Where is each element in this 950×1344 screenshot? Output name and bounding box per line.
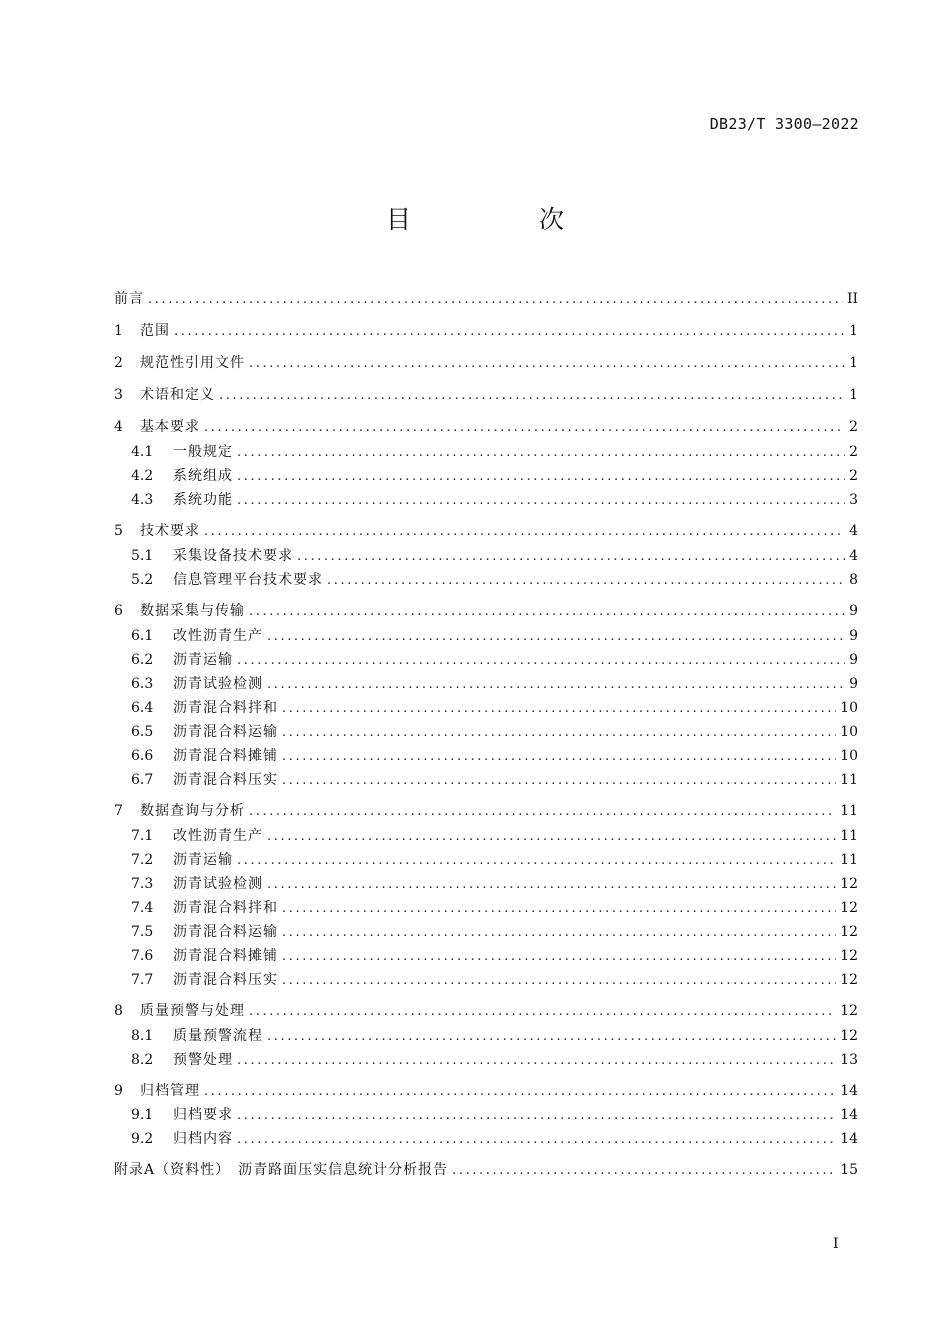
toc-entry[interactable] <box>131 897 858 919</box>
toc-entry-page: 12 <box>840 876 858 892</box>
toc-entry-label: 归档内容 <box>173 1131 233 1147</box>
toc-entry-label: 预警处理 <box>173 1052 233 1068</box>
toc-entry-number: 1 <box>114 323 123 339</box>
toc-entry-label: 归档要求 <box>173 1107 233 1123</box>
toc-entry-number: 7.3 <box>131 876 154 892</box>
toc-entry-page: 10 <box>840 748 858 764</box>
toc-entry-page: 12 <box>840 1028 858 1044</box>
toc-entry-page: 1 <box>849 323 858 339</box>
toc-entry-number: 6 <box>114 603 123 619</box>
toc-leader-dots <box>282 922 836 944</box>
toc-entry[interactable] <box>131 489 858 511</box>
toc-entry-number: 9.1 <box>131 1107 154 1123</box>
toc-entry-number: 3 <box>114 387 123 403</box>
toc-leader-dots <box>282 970 836 992</box>
toc-entry-number: 9 <box>114 1083 123 1099</box>
toc-entry[interactable] <box>131 673 858 695</box>
toc-entry-number: 6.4 <box>131 700 154 716</box>
toc-entry-page: 2 <box>849 468 858 484</box>
toc-entry[interactable] <box>131 441 858 463</box>
toc-entry-number: 4.1 <box>131 444 154 460</box>
toc-entry-page: 2 <box>849 419 858 435</box>
toc-entry-page: 13 <box>840 1052 858 1068</box>
toc-entry-number: 7.7 <box>131 972 154 988</box>
toc-leader-dots <box>237 650 845 672</box>
toc-entry-label: 附录A（资料性） 沥青路面压实信息统计分析报告 <box>114 1162 449 1178</box>
toc-leader-dots <box>282 946 836 968</box>
toc-leader-dots <box>267 1026 836 1048</box>
toc-leader-dots <box>237 442 845 464</box>
toc-leader-dots <box>237 1129 836 1151</box>
toc-entry-page: 4 <box>849 548 858 564</box>
toc-leader-dots <box>204 417 845 439</box>
toc-entry-label: 沥青混合料运输 <box>173 724 278 740</box>
toc-entry-page: 1 <box>849 387 858 403</box>
toc-entry[interactable] <box>131 769 858 791</box>
toc-entry-label: 归档管理 <box>140 1083 200 1099</box>
toc-entry-label: 沥青混合料摊铺 <box>173 748 278 764</box>
toc-entry-page: 9 <box>849 603 858 619</box>
toc-entry[interactable] <box>131 1049 858 1071</box>
toc-entry-page: 12 <box>840 948 858 964</box>
toc-entry-label: 技术要求 <box>140 523 200 539</box>
document-code: DB23/T 3300—2022 <box>709 115 859 133</box>
toc-leader-dots <box>237 466 845 488</box>
toc-entry[interactable] <box>131 969 858 991</box>
toc-entry-label: 数据查询与分析 <box>140 803 245 819</box>
toc-entry[interactable] <box>114 384 858 406</box>
toc-leader-dots <box>174 321 845 343</box>
toc-leader-dots <box>249 801 836 823</box>
toc-entry-number: 7.2 <box>131 852 154 868</box>
toc-entry-page: 14 <box>840 1083 858 1099</box>
toc-entry[interactable] <box>131 465 858 487</box>
toc-entry-number: 7 <box>114 803 123 819</box>
toc-entry[interactable] <box>131 569 858 591</box>
toc-entry[interactable] <box>131 921 858 943</box>
toc-entry-label: 改性沥青生产 <box>173 828 263 844</box>
toc-leader-dots <box>282 770 836 792</box>
toc-entry-number: 7.1 <box>131 828 154 844</box>
toc-entry-number: 4.2 <box>131 468 154 484</box>
toc-entry-number: 6.3 <box>131 676 154 692</box>
toc-entry[interactable] <box>131 1104 858 1126</box>
toc-leader-dots <box>237 850 836 872</box>
toc-leader-dots <box>148 289 843 311</box>
toc-entry-label: 质量预警与处理 <box>140 1003 245 1019</box>
toc-leader-dots <box>204 521 845 543</box>
toc-leader-dots <box>282 746 836 768</box>
toc-entry-page: II <box>846 291 858 307</box>
toc-entry-label: 沥青试验检测 <box>173 676 263 692</box>
toc-entry[interactable] <box>131 745 858 767</box>
toc-entry[interactable] <box>131 721 858 743</box>
toc-entry-page: 10 <box>840 724 858 740</box>
toc-entry-label: 基本要求 <box>140 419 200 435</box>
toc-leader-dots <box>282 722 836 744</box>
toc-entry-label: 系统功能 <box>173 492 233 508</box>
toc-leader-dots <box>267 626 845 648</box>
toc-entry-page: 1 <box>849 355 858 371</box>
toc-entry-page: 12 <box>840 900 858 916</box>
toc-entry-label: 数据采集与传输 <box>140 603 245 619</box>
toc-entry-page: 9 <box>849 628 858 644</box>
toc-entry-page: 11 <box>840 772 858 788</box>
toc-entry-page: 10 <box>840 700 858 716</box>
toc-entry-number: 8 <box>114 1003 123 1019</box>
toc-entry-label: 沥青混合料运输 <box>173 924 278 940</box>
toc-entry-label: 沥青混合料摊铺 <box>173 948 278 964</box>
toc-leader-dots <box>297 546 845 568</box>
toc-entry-label: 沥青运输 <box>173 652 233 668</box>
toc-entry[interactable] <box>114 800 858 822</box>
toc-leader-dots <box>219 385 845 407</box>
toc-entry-label: 规范性引用文件 <box>140 355 245 371</box>
toc-entry[interactable] <box>131 545 858 567</box>
toc-entry-number: 7.6 <box>131 948 154 964</box>
toc-entry[interactable] <box>131 873 858 895</box>
toc-entry-page: 11 <box>840 803 858 819</box>
toc-entry-number: 6.7 <box>131 772 154 788</box>
toc-entry[interactable] <box>131 849 858 871</box>
toc-leader-dots <box>249 353 845 375</box>
toc-entry[interactable] <box>114 320 858 342</box>
toc-entry-page: 11 <box>840 828 858 844</box>
toc-entry[interactable] <box>114 1159 858 1181</box>
toc-entry-page: 12 <box>840 1003 858 1019</box>
toc-entry-page: 14 <box>840 1107 858 1123</box>
toc-leader-dots <box>282 698 836 720</box>
toc-entry[interactable] <box>114 416 858 438</box>
toc-entry-number: 5.1 <box>131 548 154 564</box>
toc-entry-label: 范围 <box>140 323 170 339</box>
toc-entry[interactable] <box>131 1025 858 1047</box>
page-number: I <box>833 1236 839 1252</box>
toc-entry-page: 9 <box>849 676 858 692</box>
toc-leader-dots <box>267 874 836 896</box>
toc-entry-page: 3 <box>849 492 858 508</box>
toc-entry-label: 改性沥青生产 <box>173 628 263 644</box>
toc-leader-dots <box>237 1105 836 1127</box>
toc-leader-dots <box>267 826 836 848</box>
toc-entry-label: 前言 <box>114 291 144 307</box>
toc-entry-number: 5 <box>114 523 123 539</box>
toc-entry[interactable] <box>131 825 858 847</box>
toc-entry-page: 12 <box>840 972 858 988</box>
toc-entry[interactable] <box>114 600 858 622</box>
toc-entry-number: 7.5 <box>131 924 154 940</box>
toc-entry-page: 12 <box>840 924 858 940</box>
toc-entry-number: 8.1 <box>131 1028 154 1044</box>
toc-leader-dots <box>204 1081 836 1103</box>
toc-entry-label: 术语和定义 <box>140 387 215 403</box>
toc-leader-dots <box>249 1001 836 1023</box>
toc-leader-dots <box>267 674 845 696</box>
toc-entry[interactable] <box>131 945 858 967</box>
toc-entry[interactable] <box>131 1128 858 1150</box>
toc-entry[interactable] <box>114 520 858 542</box>
toc-entry-label: 沥青试验检测 <box>173 876 263 892</box>
toc-entry-label: 采集设备技术要求 <box>173 548 293 564</box>
toc-entry-page: 11 <box>840 852 858 868</box>
toc-entry[interactable] <box>114 288 858 310</box>
toc-entry-number: 4 <box>114 419 123 435</box>
toc-entry-page: 14 <box>840 1131 858 1147</box>
toc-entry-number: 5.2 <box>131 572 154 588</box>
toc-leader-dots <box>237 1050 836 1072</box>
toc-entry-label: 一般规定 <box>173 444 233 460</box>
toc-entry-number: 6.5 <box>131 724 154 740</box>
toc-entry[interactable] <box>131 625 858 647</box>
toc-entry-label: 沥青运输 <box>173 852 233 868</box>
toc-leader-dots <box>327 570 845 592</box>
toc-entry-number: 8.2 <box>131 1052 154 1068</box>
toc-leader-dots <box>249 601 845 623</box>
toc-entry-page: 15 <box>840 1162 858 1178</box>
toc-entry-page: 9 <box>849 652 858 668</box>
toc-entry-number: 4.3 <box>131 492 154 508</box>
toc-entry-page: 2 <box>849 444 858 460</box>
toc-entry[interactable] <box>114 1080 858 1102</box>
toc-entry-number: 9.2 <box>131 1131 154 1147</box>
toc-entry[interactable] <box>114 1000 858 1022</box>
toc-entry-number: 7.4 <box>131 900 154 916</box>
toc-entry[interactable] <box>131 649 858 671</box>
toc-entry-label: 沥青混合料压实 <box>173 972 278 988</box>
toc-entry-page: 4 <box>849 523 858 539</box>
toc-leader-dots <box>282 898 836 920</box>
toc-entry[interactable] <box>114 352 858 374</box>
toc-entry-number: 6.1 <box>131 628 154 644</box>
toc-entry-number: 6.2 <box>131 652 154 668</box>
toc-entry-label: 质量预警流程 <box>173 1028 263 1044</box>
page-title: 目 次 <box>386 205 624 234</box>
toc-entry-number: 6.6 <box>131 748 154 764</box>
toc-leader-dots <box>237 490 845 512</box>
toc-entry-label: 沥青混合料拌和 <box>173 700 278 716</box>
toc-entry-label: 系统组成 <box>173 468 233 484</box>
toc-entry-number: 2 <box>114 355 123 371</box>
toc-entry-label: 信息管理平台技术要求 <box>173 572 323 588</box>
toc-entry-label: 沥青混合料压实 <box>173 772 278 788</box>
toc-entry-page: 8 <box>849 572 858 588</box>
toc-entry[interactable] <box>131 697 858 719</box>
toc-leader-dots <box>452 1160 836 1182</box>
toc-entry-label: 沥青混合料拌和 <box>173 900 278 916</box>
